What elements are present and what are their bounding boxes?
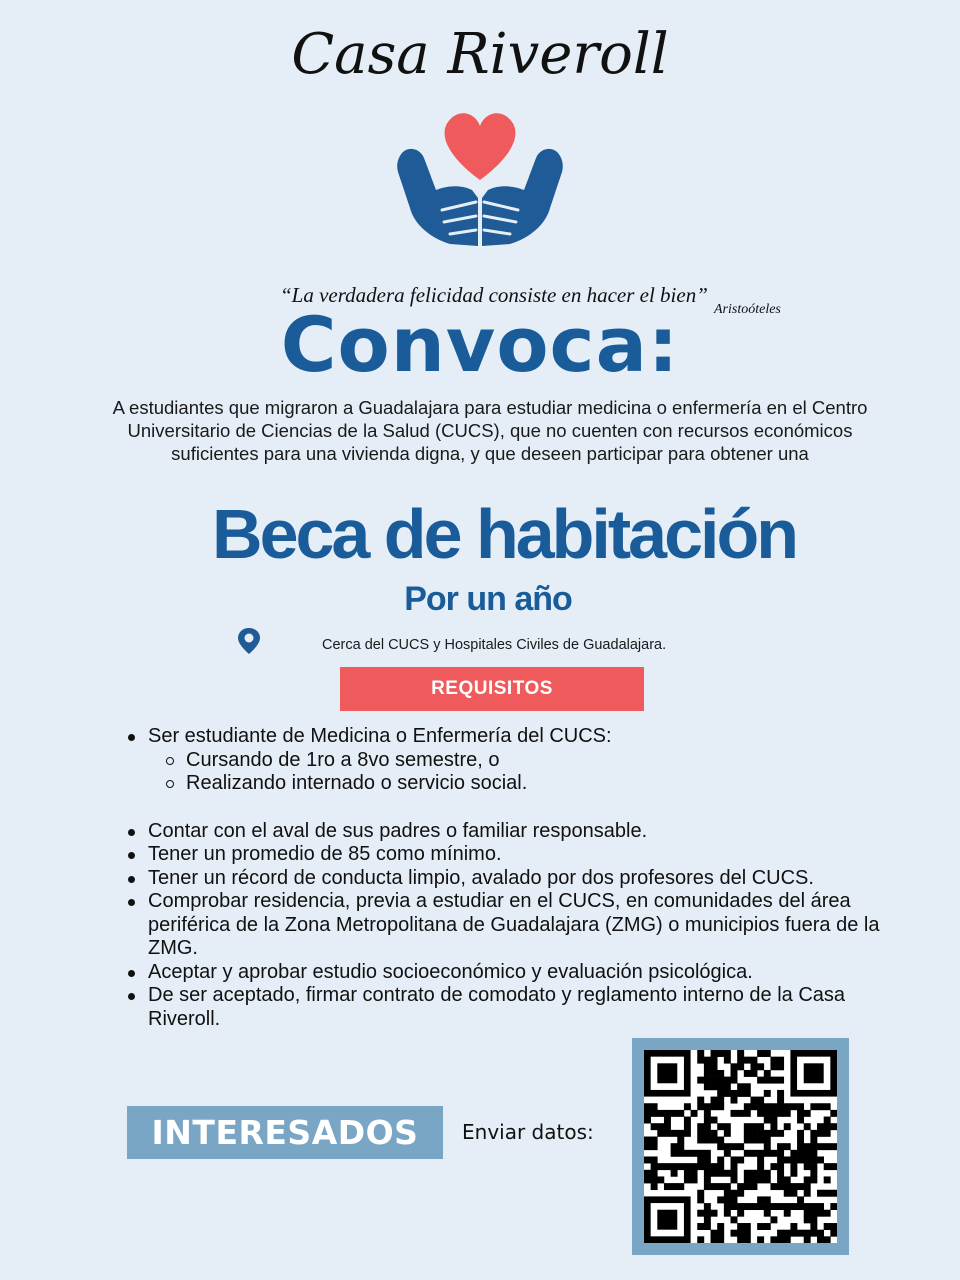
location-text: Cerca del CUCS y Hospitales Civiles de Guadalajara. (322, 637, 667, 653)
list-item: Aceptar y aprobar estudio socioeconómico y evaluación psicológica. (148, 961, 908, 985)
sub-list-item: Cursando de 1ro a 8vo semestre, o (186, 749, 908, 773)
list-item: Comprobar residencia, previa a estudiar en el CUCS, en comunidades del área periférica de la Zona Metropolitana de Guadalajara (ZMG) o municipios fuera de la ZMG. (148, 890, 908, 961)
interested-banner: INTERESADOS (127, 1106, 443, 1159)
quote-text: “La verdadera felicidad consiste en hacer el bien” (280, 283, 708, 307)
list-item: Ser estudiante de Medicina o Enfermería del CUCS: (148, 725, 908, 749)
qr-frame[interactable] (632, 1038, 849, 1255)
requirements-list (148, 725, 908, 1031)
page-title: Casa Riveroll (291, 22, 669, 87)
duration-subtitle: Por un año (404, 580, 572, 618)
quote-author: Aristoóteles (714, 302, 781, 317)
requirements-label: REQUISITOS (340, 667, 644, 711)
heart-hands-icon (380, 98, 580, 248)
list-item: Contar con el aval de sus padres o familiar responsable. (148, 820, 908, 844)
map-pin-icon (236, 627, 262, 655)
qr-code-icon[interactable] (644, 1050, 837, 1243)
list-item: Tener un récord de conducta limpio, avalado por dos profesores del CUCS. (148, 867, 908, 891)
scholarship-title: Beca de habitación (212, 495, 796, 573)
main-heading: Convoca: (280, 300, 680, 389)
intro-paragraph: A estudiantes que migraron a Guadalajara para estudiar medicina o enfermería en el Centro Universitario de Ciencias de la Salud (CUCS), que no cuenten con recursos económicos suficientes para una vivienda digna, y que deseen participar para obtener una (112, 397, 868, 464)
sub-list-item: Realizando internado o servicio social. (186, 772, 908, 796)
list-item: De ser aceptado, firmar contrato de comodato y reglamento interno de la Casa Riveroll. (148, 984, 908, 1031)
list-item: Tener un promedio de 85 como mínimo. (148, 843, 908, 867)
send-data-label: Enviar datos: (462, 1120, 594, 1144)
